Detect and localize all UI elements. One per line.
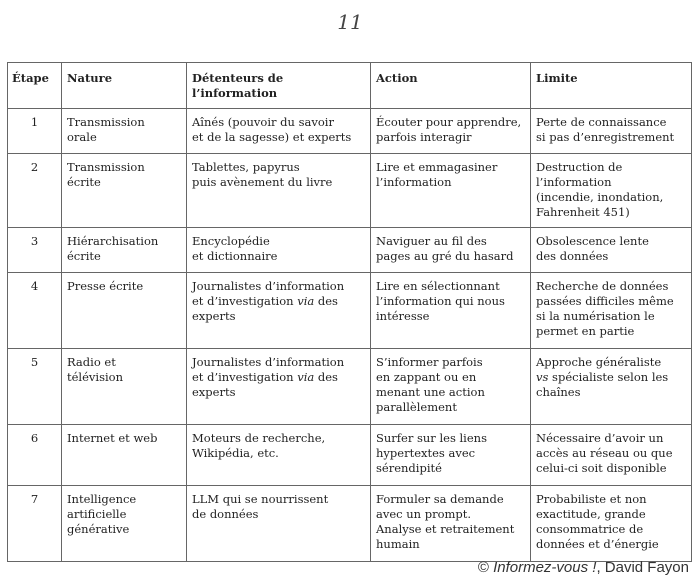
step-cell: 3 [8, 228, 62, 273]
page-number: 11 [337, 10, 363, 34]
table-row [8, 154, 692, 228]
header-holders: Détenteurs de l’information [187, 63, 371, 109]
holders-cell: Journalistes d’information et d’investigation via des experts [187, 349, 371, 425]
limit-cell: Approche généraliste vs spécialiste selon les chaînes [531, 349, 692, 425]
header-step: Étape [8, 63, 62, 109]
table-row [8, 273, 692, 349]
nature-cell: Presse écrite [62, 273, 187, 349]
holders-cell: Encyclopédie et dictionnaire [187, 228, 371, 273]
step-cell: 5 [8, 349, 62, 425]
header-limit: Limite [531, 63, 692, 109]
header-nature: Nature [62, 63, 187, 109]
limit-cell: Obsolescence lente des données [531, 228, 692, 273]
step-cell: 7 [8, 486, 62, 562]
nature-cell: Intelligence artificielle générative [62, 486, 187, 562]
step-cell: 2 [8, 154, 62, 228]
holders-cell: Moteurs de recherche, Wikipédia, etc. [187, 425, 371, 486]
copyright-credit [478, 559, 689, 576]
information-stages-table [7, 62, 692, 562]
step-cell: 6 [8, 425, 62, 486]
book-title: Informez-vous ! [493, 559, 597, 576]
limit-cell: Nécessaire d’avoir un accès au réseau ou que celui-ci soit disponible [531, 425, 692, 486]
holders-cell: Tablettes, papyrus puis avènement du livre [187, 154, 371, 228]
limit-cell: Perte de connaissance si pas d’enregistrement [531, 109, 692, 154]
step-cell: 4 [8, 273, 62, 349]
holders-cell: Journalistes d’information et d’investigation via des experts [187, 273, 371, 349]
nature-cell: Internet et web [62, 425, 187, 486]
limit-cell: Recherche de données passées difficiles même si la numérisation le permet en partie [531, 273, 692, 349]
action-cell: Formuler sa demande avec un prompt. Analyse et retraitement humain [371, 486, 531, 562]
copyright-symbol: © [477, 559, 489, 576]
step-cell: 1 [8, 109, 62, 154]
table-row [8, 228, 692, 273]
limit-cell: Destruction de l’information (incendie, inondation, Fahrenheit 451) [531, 154, 692, 228]
action-cell: S’informer parfois en zappant ou en menant une action parallèlement [371, 349, 531, 425]
nature-cell: Transmission orale [62, 109, 187, 154]
table-row [8, 349, 692, 425]
action-cell: Lire en sélectionnant l’information qui nous intéresse [371, 273, 531, 349]
action-cell: Écouter pour apprendre, parfois interagir [371, 109, 531, 154]
nature-cell: Hiérarchisation écrite [62, 228, 187, 273]
table-row [8, 486, 692, 562]
limit-cell: Probabiliste et non exactitude, grande consommatrice de données et d’énergie [531, 486, 692, 562]
table-row [8, 425, 692, 486]
action-cell: Lire et emmagasiner l’information [371, 154, 531, 228]
author-name: , David Fayon [596, 559, 689, 576]
table-header-row [8, 63, 692, 109]
action-cell: Naviguer au fil des pages au gré du hasard [371, 228, 531, 273]
holders-cell: LLM qui se nourrissent de données [187, 486, 371, 562]
nature-cell: Transmission écrite [62, 154, 187, 228]
nature-cell: Radio et télévision [62, 349, 187, 425]
holders-cell: Aînés (pouvoir du savoir et de la sagesse) et experts [187, 109, 371, 154]
table-row [8, 109, 692, 154]
action-cell: Surfer sur les liens hypertextes avec sérendipité [371, 425, 531, 486]
header-action: Action [371, 63, 531, 109]
